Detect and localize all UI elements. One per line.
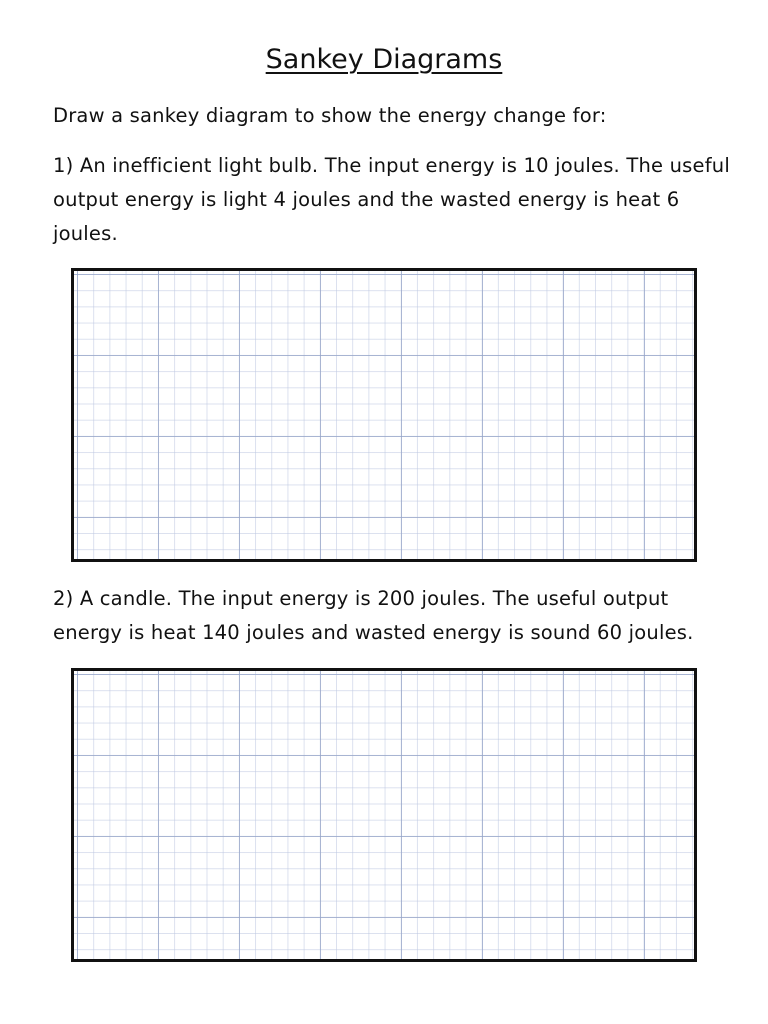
question-2-text: 2) A candle. The input energy is 200 joules. The useful output energy is heat 140 joules and wasted energy is sound 60 joules.: [53, 587, 694, 644]
question-2-graph-paper[interactable]: [71, 668, 697, 962]
instruction-text: Draw a sankey diagram to show the energy change for:: [53, 104, 607, 127]
page-title: Sankey Diagrams: [265, 44, 503, 75]
question-1-text: 1) An inefficient light bulb. The input energy is 10 joules. The useful output energy is light 4 joules and the wasted energy is heat 6 joules.: [53, 154, 730, 245]
question-1-graph-paper[interactable]: [71, 268, 697, 562]
